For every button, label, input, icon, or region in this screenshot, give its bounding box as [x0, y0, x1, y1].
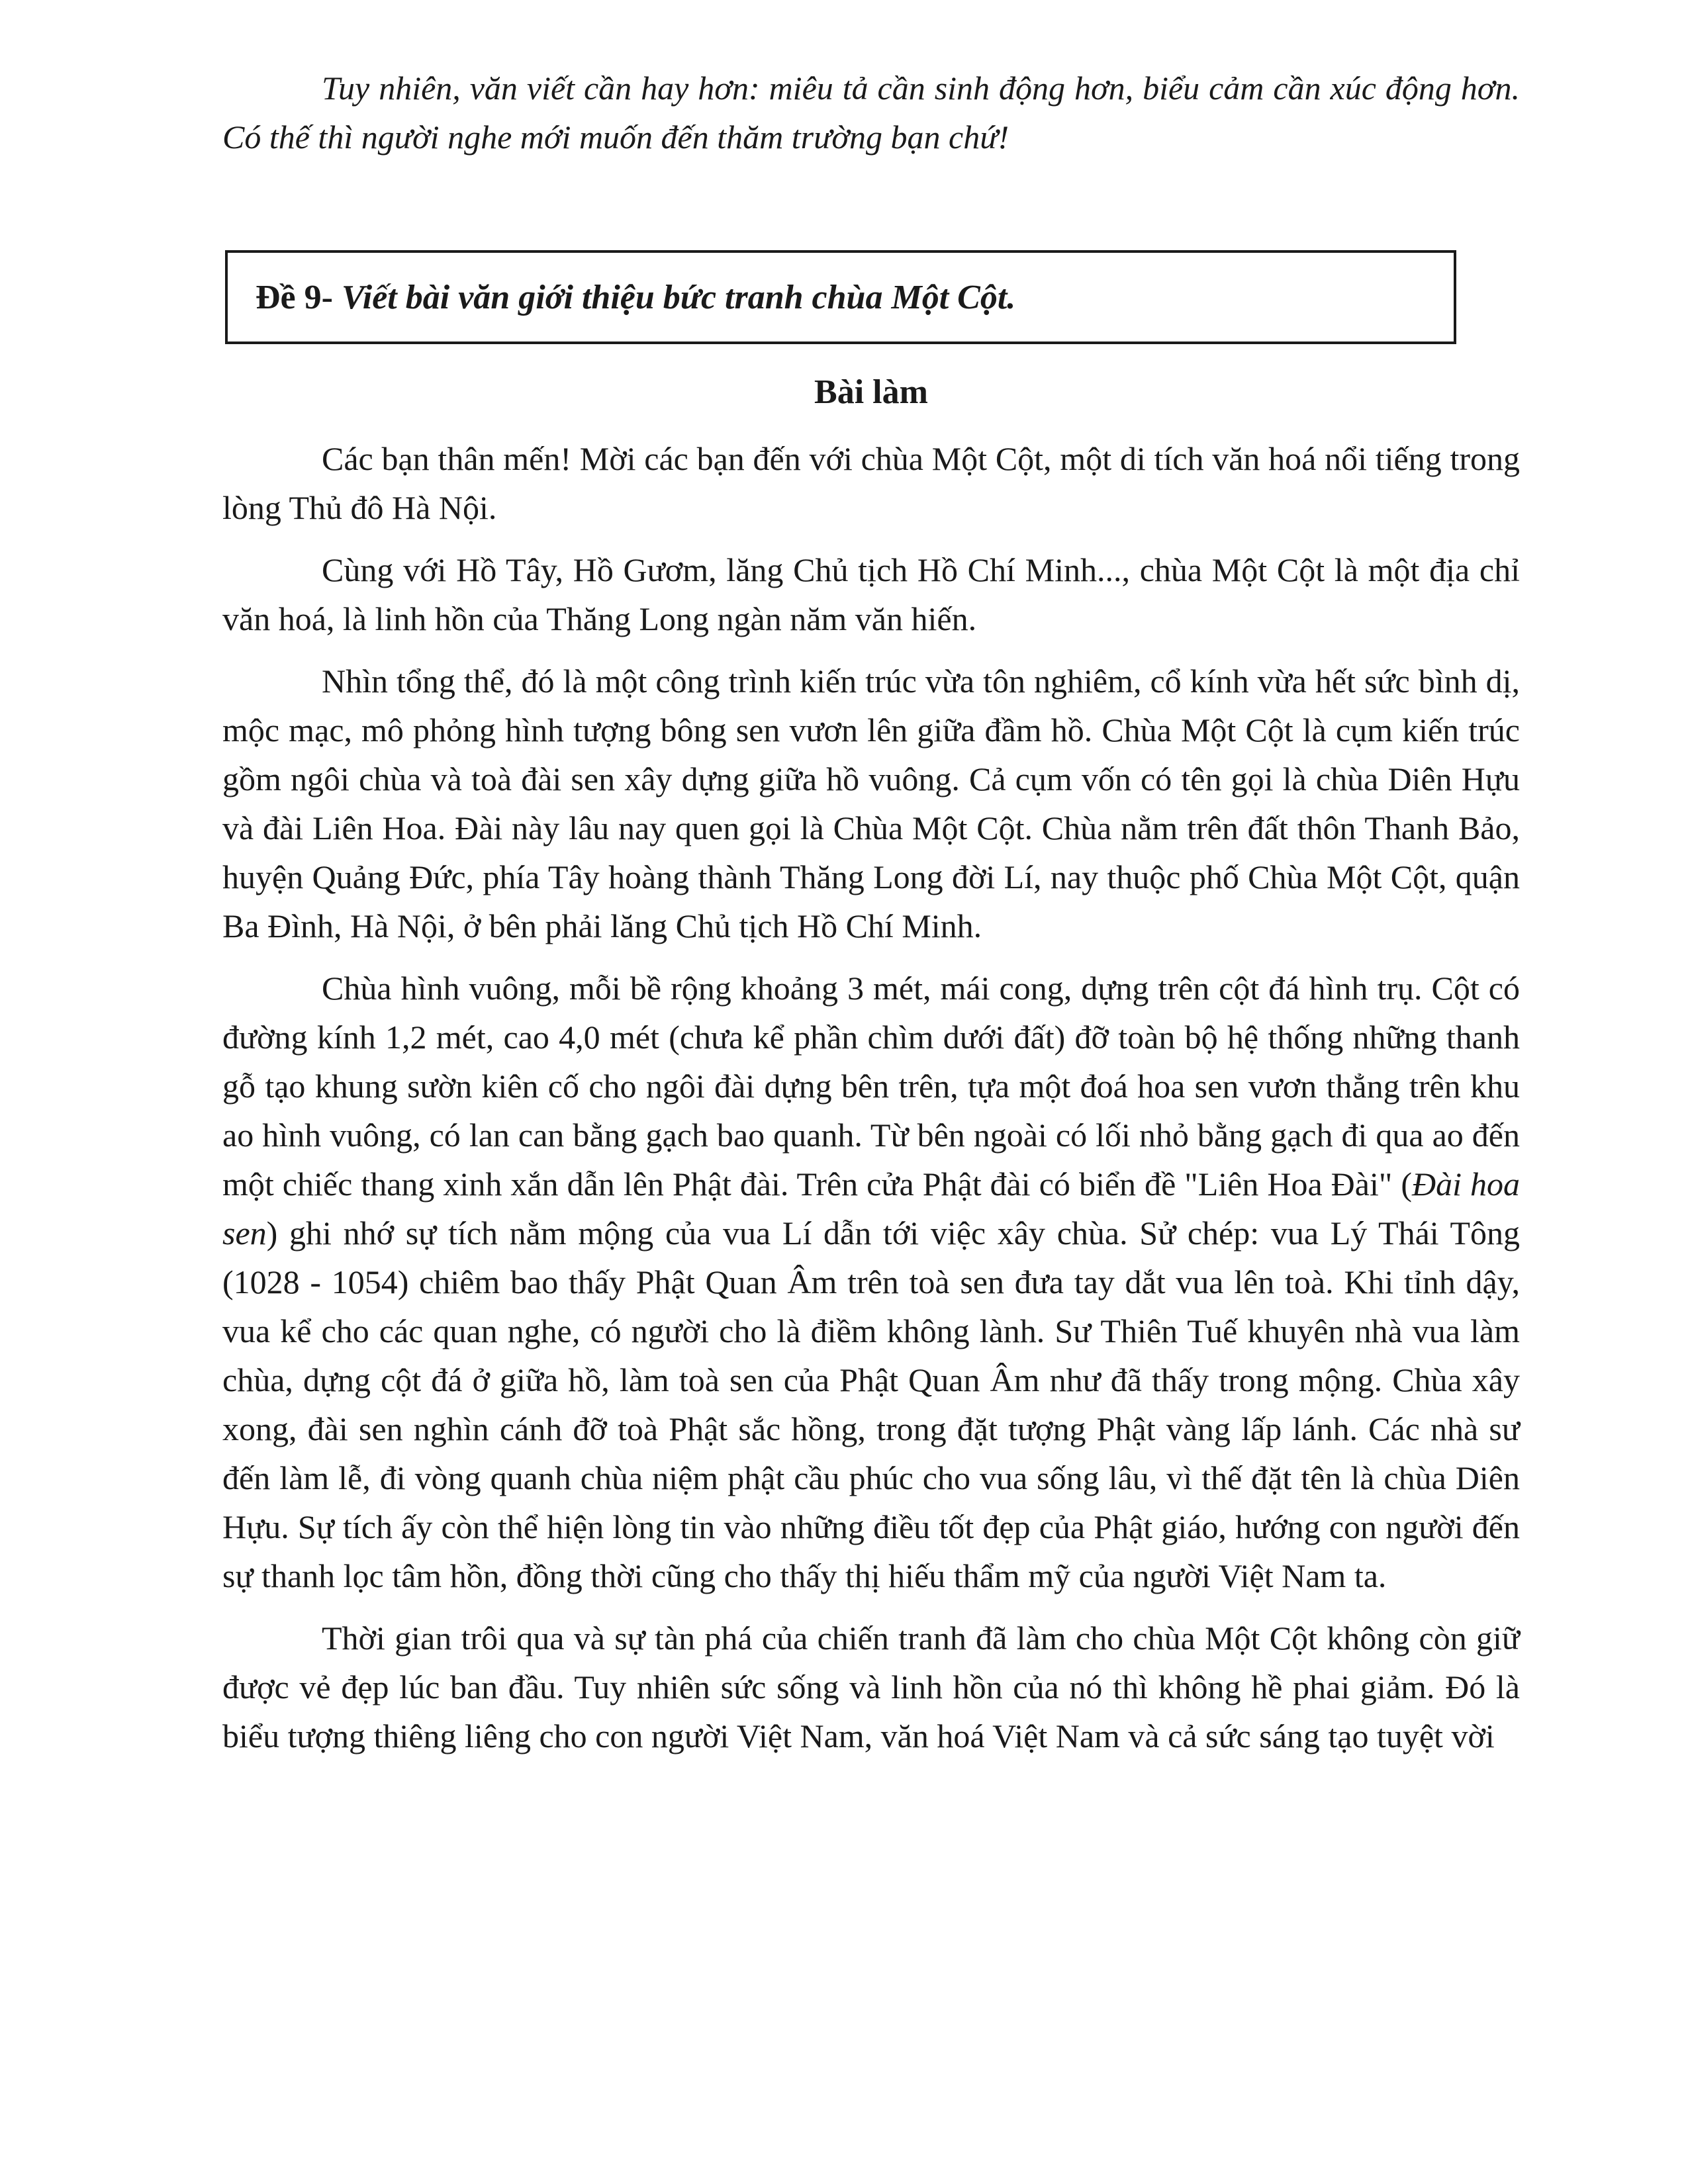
essay-body	[222, 434, 1520, 1760]
intro-paragraph: Tuy nhiên, văn viết cần hay hơn: miêu tả cần sinh động hơn, biểu cảm cần xúc động hơn. Có thế thì người nghe mới muốn đến thăm trường bạn chứ!	[222, 69, 1520, 156]
paragraph-1: Các bạn thân mến! Mời các bạn đến với chùa Một Cột, một di tích văn hoá nổi tiếng trong lòng Thủ đô Hà Nội.	[222, 440, 1520, 526]
paragraph-4-part-2: ) ghi nhớ sự tích nằm mộng của vua Lí dẫn tới việc xây chùa. Sử chép: vua Lý Thái Tông (1028 - 1054) chiêm bao thấy Phật Quan Âm trên toà sen đưa tay dắt vua lên toà. Khi tỉnh dậy, vua kể cho các quan nghe, có người cho là điềm không lành. Sư Thiên Tuế khuyên nhà vua làm chùa, dựng cột đá ở giữa hồ, làm toà sen của Phật Quan Âm như đã thấy trong mộng. Chùa xây xong, đài sen nghìn cánh đỡ toà Phật sắc hồng, trong đặt tượng Phật vàng lấp lánh. Các nhà sư đến làm lễ, đi vòng quanh chùa niệm phật cầu phúc cho vua sống lâu, vì thế đặt tên là chùa Diên Hựu. Sự tích ấy còn thể hiện lòng tin vào những điều tốt đẹp của Phật giáo, hướng con người đến sự thanh lọc tâm hồn, đồng thời cũng cho thấy thị hiếu thẩm mỹ của người Việt Nam ta.	[222, 1214, 1520, 1594]
paragraph-4-part-1: Chùa hình vuông, mỗi bề rộng khoảng 3 mét, mái cong, dựng trên cột đá hình trụ. Cột có đường kính 1,2 mét, cao 4,0 mét (chưa kể phần chìm dưới đất) đỡ toàn bộ hệ thống những thanh gỗ tạo khung sườn kiên cố cho ngôi đài dựng bên trên, tựa một đoá hoa sen vươn thẳng trên khu ao hình vuông, có lan can bằng gạch bao quanh. Từ bên ngoài có lối nhỏ bằng gạch đi qua ao đến một chiếc thang xinh xắn dẫn lên Phật đài. Trên cửa Phật đài có biển đề "Liên Hoa Đài" (	[222, 970, 1520, 1203]
paragraph-2: Cùng với Hồ Tây, Hồ Gươm, lăng Chủ tịch Hồ Chí Minh..., chùa Một Cột là một địa chỉ văn hoá, là linh hồn của Thăng Long ngàn năm văn hiến.	[222, 551, 1520, 637]
paragraph-4-italic: Đài hoa sen	[222, 1165, 1520, 1251]
task-text: Viết bài văn giới thiệu bức tranh chùa Một Cột.	[341, 278, 1016, 316]
paragraph-3: Nhìn tổng thể, đó là một công trình kiến trúc vừa tôn nghiêm, cổ kính vừa hết sức bình dị, mộc mạc, mô phỏng hình tượng bông sen vươn lên giữa đầm hồ. Chùa Một Cột là cụm kiến trúc gồm ngôi chùa và toà đài sen xây dựng giữa hồ vuông. Cả cụm vốn có tên gọi là chùa Diên Hựu và đài Liên Hoa. Đài này lâu nay quen gọi là Chùa Một Cột. Chùa nằm trên đất thôn Thanh Bảo, huyện Quảng Đức, phía Tây hoàng thành Thăng Long đời Lí, nay thuộc phố Chùa Một Cột, quận Ba Đình, Hà Nội, ở bên phải lăng Chủ tịch Hồ Chí Minh.	[222, 662, 1520, 944]
task-heading	[256, 278, 1015, 317]
task-label: Đề 9-	[256, 278, 333, 316]
paragraph-5: Thời gian trôi qua và sự tàn phá của chiến tranh đã làm cho chùa Một Cột không còn giữ được vẻ đẹp lúc ban đầu. Tuy nhiên sức sống và linh hồn của nó thì không hề phai giảm. Đó là biểu tượng thiêng liêng cho con người Việt Nam, văn hoá Việt Nam và cả sức sáng tạo tuyệt vời	[222, 1619, 1520, 1754]
paragraph-4	[222, 964, 1520, 1600]
section-title: Bài làm	[814, 373, 928, 411]
task-box	[225, 250, 1456, 344]
